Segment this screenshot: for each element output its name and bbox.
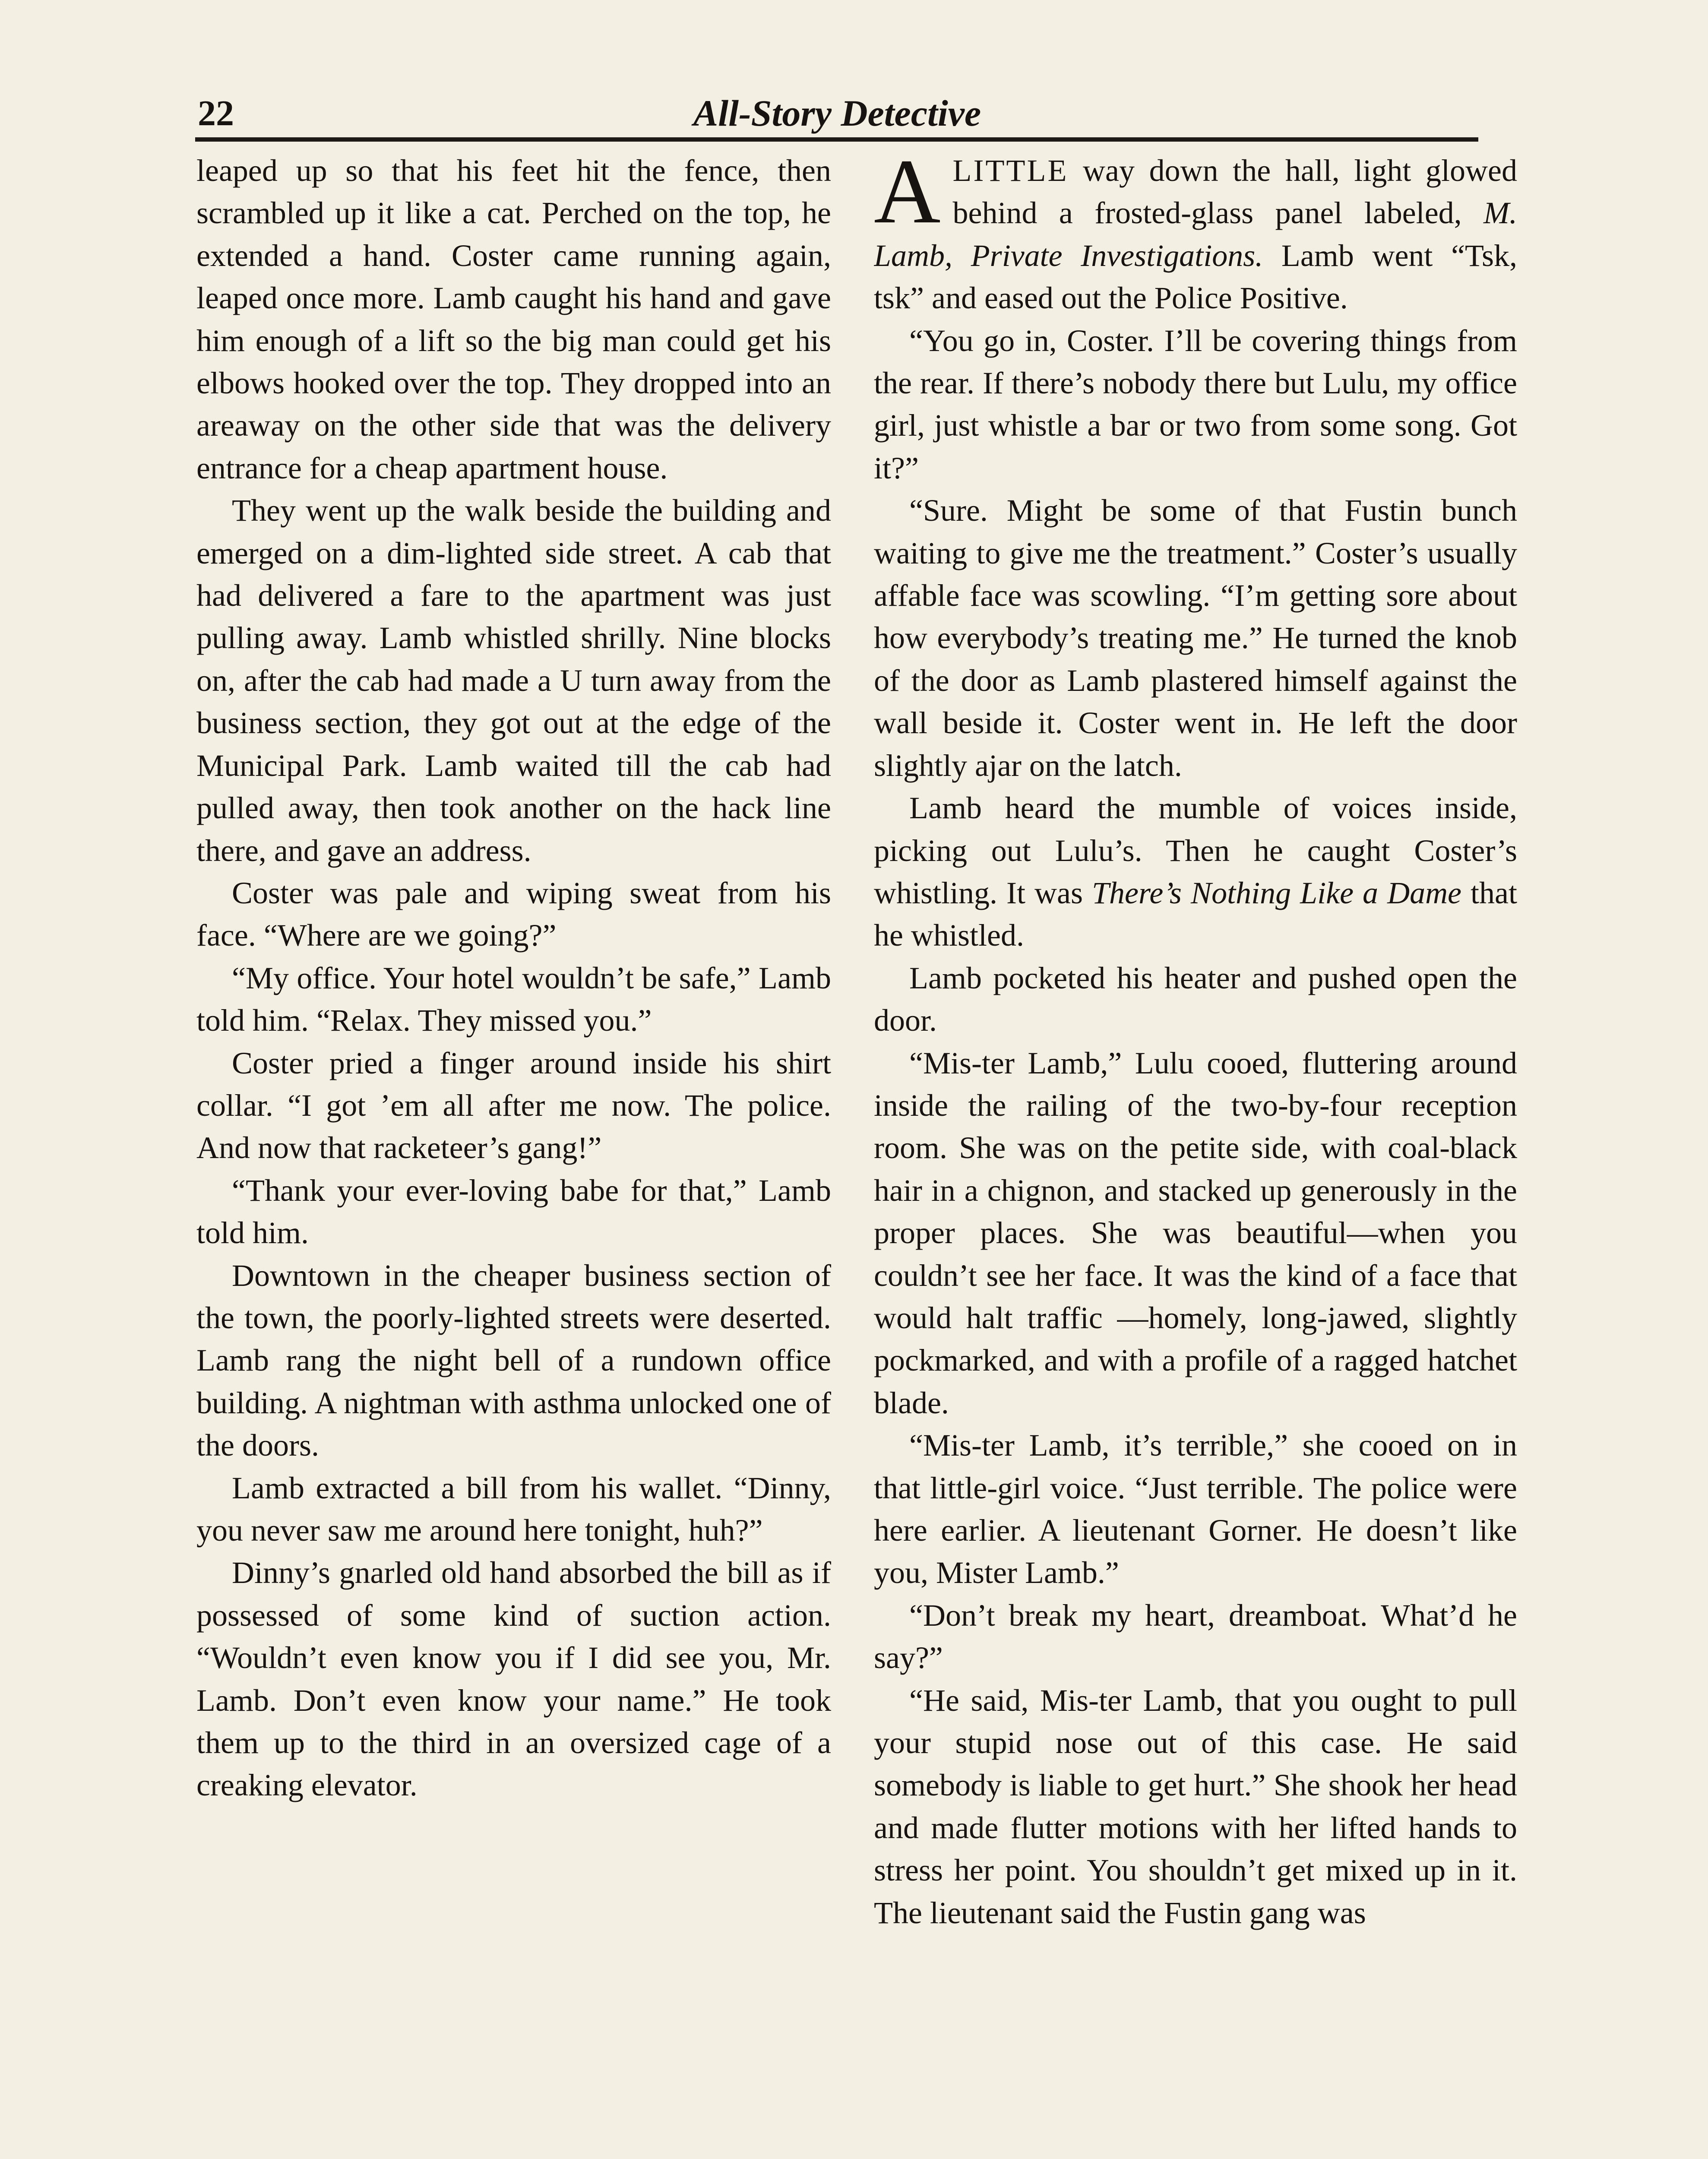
header-rule bbox=[195, 137, 1478, 142]
drop-cap: A bbox=[874, 149, 941, 243]
paragraph: Lamb extracted a bill from his wallet. “Dinny, you never saw me around here tonight, huh?” bbox=[196, 1470, 831, 1548]
paragraph: leaped up so that his feet hit the fence, then scrambled up it like a cat. Perched on the top, he extended a hand. Coster came running again, leaped once more. Lamb caught his hand and gave him enough of a lift so the big man could get his elbows hooked over the top. They dropped into an areaway on the other side that was the delivery entrance for a cheap apartment house. bbox=[196, 153, 831, 485]
paragraph: Dinny’s gnarled old hand absorbed the bill as if possessed of some kind of suction action. “Wouldn’t even know you if I did see you, Mr. Lamb. Don’t even know your name.” He took them up to the third in an oversized cage of a creaking elevator. bbox=[196, 1555, 831, 1803]
paragraph: “Sure. Might be some of that Fustin bunch waiting to give me the treatment.” Coster’s usually affable face was scowling. “I’m getting sore about how everybody’s treating me.” He turned the knob of the door as Lamb plastered himself against the wall beside it. Coster went in. He left the door slightly ajar on the latch. bbox=[874, 493, 1517, 783]
song-title: There’s Nothing Like a Dame bbox=[1092, 875, 1462, 910]
paragraph: Coster was pale and wiping sweat from his face. “Where are we going?” bbox=[196, 875, 831, 953]
opening-text: way down the hall, light glowed behind a frosted-glass panel labeled, bbox=[952, 153, 1517, 231]
paragraph: “Thank your ever-loving babe for that,” Lamb told him. bbox=[196, 1173, 831, 1250]
paragraph-text-end: that he whistled. bbox=[874, 875, 1517, 953]
paragraph: “He said, Mis-ter Lamb, that you ought to pull your stupid nose out of this case. He said somebody is liable to get hurt.” She shook her head and made flutter motions with her lifted hands to stress her point. You shouldn’t get mixed up in it. The lieutenant said the Fustin gang was bbox=[874, 1683, 1517, 1930]
whistle-paragraph bbox=[874, 787, 1517, 957]
paragraph: Downtown in the cheaper business section of the town, the poorly-lighted streets were deserted. Lamb rang the night bell of a rundown office building. A nightman with asthma unlocked one of the doors. bbox=[196, 1258, 831, 1463]
paragraph: They went up the walk beside the building and emerged on a dim-lighted side street. A cab that had delivered a fare to the apartment was just pulling away. Lamb whistled shrilly. Nine blocks on, after the cab had made a U turn away from the business section, they got out at the edge of the Municipal Park. Lamb waited till the cab had pulled away, then took another on the hack line there, and gave an address. bbox=[196, 493, 831, 868]
paragraph: “Mis-ter Lamb,” Lulu cooed, fluttering around inside the railing of the two-by-four reception room. She was on the petite side, with coal-black hair in a chignon, and stacked up generously in the proper places. She was beautiful—when you couldn’t see her face. It was the kind of a face that would halt traffic —homely, long-jawed, slightly pockmarked, and with a profile of a ragged hatchet blade. bbox=[874, 1045, 1517, 1420]
paragraph: Lamb pocketed his heater and pushed open the door. bbox=[874, 960, 1517, 1038]
opening-paragraph bbox=[874, 149, 1517, 320]
right-column bbox=[874, 149, 1517, 2159]
opening-caps-word: LITTLE bbox=[952, 153, 1069, 188]
page-header bbox=[198, 91, 1477, 136]
magazine-title: All-Story Detective bbox=[693, 92, 981, 134]
page-number: 22 bbox=[198, 93, 234, 133]
opening-text-end: Lamb went “Tsk, tsk” and eased out the Police Positive. bbox=[874, 238, 1517, 316]
paragraph: “Don’t break my heart, dreamboat. What’d he say?” bbox=[874, 1598, 1517, 1675]
paragraph: “My office. Your hotel wouldn’t be safe,” Lamb told him. “Relax. They missed you.” bbox=[196, 960, 831, 1038]
paragraph: Coster pried a finger around inside his shirt collar. “I got ’em all after me now. The police. And now that racketeer’s gang!” bbox=[196, 1045, 831, 1165]
office-sign-text: M. Lamb, Private Investigations. bbox=[874, 196, 1517, 273]
left-column bbox=[196, 149, 831, 2159]
paragraph: “You go in, Coster. I’ll be covering things from the rear. If there’s nobody there but Lulu, my office girl, just whistle a bar or two from some song. Got it?” bbox=[874, 323, 1517, 485]
paragraph-text: Lamb heard the mumble of voices inside, picking out Lulu’s. Then he caught Coster’s whistling. It was bbox=[874, 791, 1517, 910]
paragraph: “Mis-ter Lamb, it’s terrible,” she cooed on in that little-girl voice. “Just terrible. The police were here earlier. A lieutenant Gorner. He doesn’t like you, Mister Lamb.” bbox=[874, 1428, 1517, 1590]
